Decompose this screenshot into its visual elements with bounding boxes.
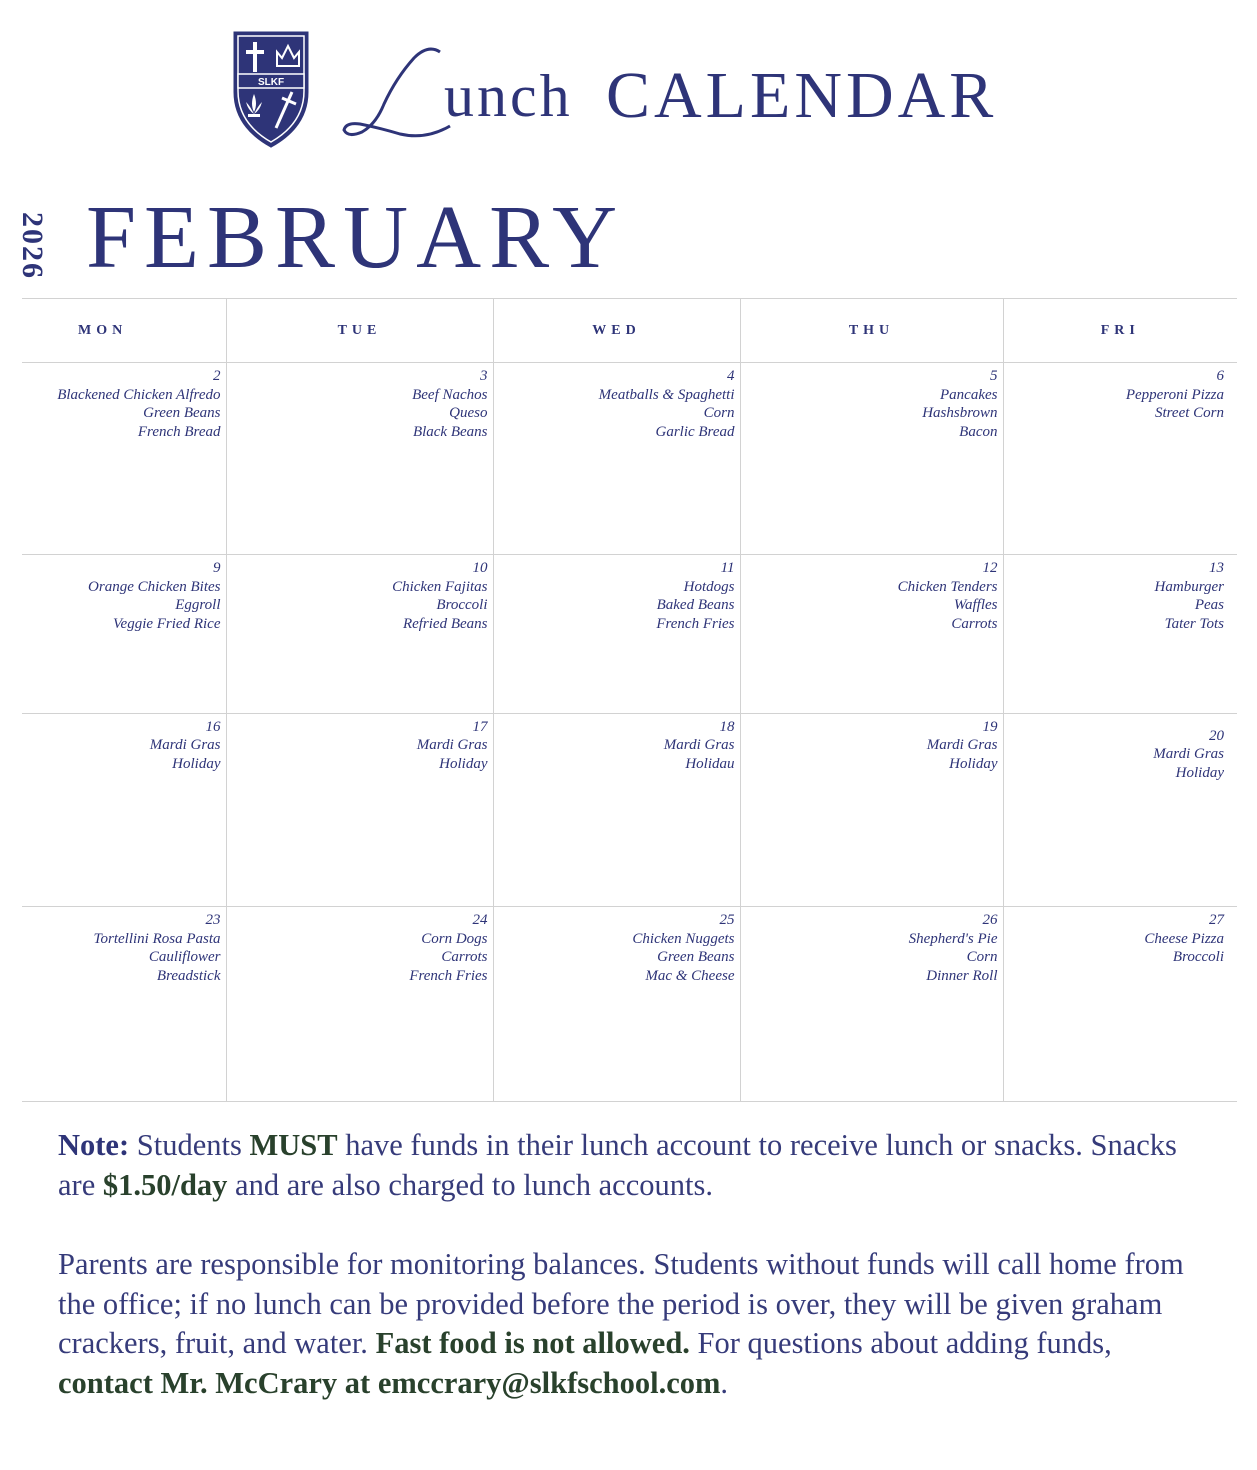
note-text: Parents are responsible for monitoring balances. Students without funds will call home from the office; if no lunch can be provided before the period is over, they will be given graham crackers, fruit, and water. xyxy=(58,1247,1184,1360)
menu-item: Mac & Cheese xyxy=(645,967,735,984)
day-number: 18 xyxy=(719,718,735,735)
day-number: 6 xyxy=(1216,368,1224,384)
year-label: 2026 xyxy=(16,212,49,280)
day-number: 11 xyxy=(720,560,735,577)
note-text: Students xyxy=(129,1128,250,1162)
day-number: 3 xyxy=(480,368,488,384)
menu-item: Queso xyxy=(449,405,488,421)
day-number: 17 xyxy=(472,718,488,735)
calendar-day-cell xyxy=(226,555,493,713)
menu-item: Pepperoni Pizza xyxy=(1125,386,1224,403)
menu-item: Eggroll xyxy=(175,597,221,614)
menu-item: Hamburger xyxy=(1154,578,1224,595)
calendar-day-cell xyxy=(1003,363,1237,555)
snack-price: $1.50/day xyxy=(102,1167,228,1202)
menu-item: Tortellini Rosa Pasta xyxy=(93,930,221,947)
day-number: 25 xyxy=(719,912,735,929)
calendar-day-cell xyxy=(493,555,740,713)
contact-email-link[interactable]: contact Mr. McCrary at emccrary@slkfschool.com xyxy=(58,1365,721,1400)
menu-item: Mardi Gras xyxy=(1153,746,1224,763)
calendar-day-cell xyxy=(22,363,226,555)
calendar-day-cell xyxy=(1003,907,1237,1101)
menu-item: Veggie Fried Rice xyxy=(113,615,221,632)
calendar-day-cell xyxy=(1003,713,1237,906)
note-text: have funds in their lunch account to receive lunch or snacks. Snacks are xyxy=(58,1128,1177,1202)
crest-text: SLKF xyxy=(257,77,285,88)
menu-item: Holiday xyxy=(949,755,998,772)
note-text: and are also charged to lunch accounts. xyxy=(227,1167,713,1202)
day-number: 4 xyxy=(727,368,735,384)
menu-item: Carrots xyxy=(441,949,488,966)
day-number: 2 xyxy=(213,368,221,384)
weekday-header: WED xyxy=(493,299,740,363)
menu-item: Cauliflower xyxy=(148,949,221,966)
menu-item: French Bread xyxy=(137,423,221,440)
note-text: . xyxy=(720,1365,729,1400)
menu-item: Shepherd's Pie xyxy=(908,930,998,947)
menu-item: Hashsbrown xyxy=(922,405,998,421)
title-initial: L xyxy=(340,44,341,45)
menu-item: Mardi Gras xyxy=(149,737,221,754)
calendar-day-cell xyxy=(740,363,1003,555)
day-number: 9 xyxy=(213,560,221,577)
title-lunch: unch xyxy=(444,63,573,129)
day-number: 10 xyxy=(472,560,488,577)
menu-item: Black Beans xyxy=(412,423,488,440)
calendar-day-cell xyxy=(226,713,493,906)
calendar-day-cell xyxy=(493,713,740,906)
menu-item: Carrots xyxy=(951,615,998,632)
menu-item: Peas xyxy=(1194,597,1224,614)
day-number: 16 xyxy=(205,718,221,735)
menu-item: Refried Beans xyxy=(402,615,488,632)
day-number: 19 xyxy=(982,718,998,735)
weekday-header: MON xyxy=(22,299,226,363)
menu-item: Holiday xyxy=(439,755,488,772)
weekday-header: THU xyxy=(740,299,1003,363)
menu-item: Corn xyxy=(966,949,998,966)
menu-item: Meatballs & Spaghetti xyxy=(598,386,735,403)
day-number: 13 xyxy=(1209,560,1224,577)
menu-item: Corn Dogs xyxy=(421,930,488,947)
day-number: 12 xyxy=(982,560,998,577)
menu-item: Holiday xyxy=(172,755,221,772)
calendar-day-cell xyxy=(1003,555,1237,713)
lunch-notes xyxy=(58,1126,1208,1403)
menu-item: Breadstick xyxy=(156,967,221,984)
menu-item: Dinner Roll xyxy=(926,967,998,984)
menu-item: Holiday xyxy=(1175,764,1224,781)
calendar-day-cell xyxy=(22,555,226,713)
menu-item: Orange Chicken Bites xyxy=(88,578,221,595)
calendar-day-cell xyxy=(226,907,493,1101)
title-script-letter xyxy=(340,44,460,144)
calendar-week-row xyxy=(22,363,1237,555)
day-number: 23 xyxy=(205,912,221,929)
menu-item: Cheese Pizza xyxy=(1144,930,1224,947)
calendar-day-cell xyxy=(22,713,226,906)
calendar-day-cell xyxy=(493,363,740,555)
weekday-header-row xyxy=(22,299,1237,363)
weekday-header: FRI xyxy=(1003,299,1237,363)
day-number: 27 xyxy=(1209,912,1224,929)
menu-item: Corn xyxy=(703,405,735,421)
menu-item: Hotdogs xyxy=(683,578,735,595)
calendar-day-cell xyxy=(740,555,1003,713)
menu-item: French Fries xyxy=(656,615,735,632)
menu-item: Bacon xyxy=(959,423,998,440)
day-number: 20 xyxy=(1209,727,1224,744)
menu-item: Beef Nachos xyxy=(412,386,488,403)
calendar-day-cell xyxy=(740,713,1003,906)
menu-item: Mardi Gras xyxy=(416,737,488,754)
menu-item: Green Beans xyxy=(657,949,735,966)
calendar-day-cell xyxy=(740,907,1003,1101)
menu-item: Chicken Nuggets xyxy=(632,930,735,947)
calendar-week-row xyxy=(22,555,1237,713)
header xyxy=(0,0,1257,160)
menu-item: Broccoli xyxy=(436,597,488,614)
menu-item: Holidau xyxy=(685,755,735,772)
menu-item: Street Corn xyxy=(1154,405,1224,421)
title-calendar: CALENDAR xyxy=(606,59,998,132)
note-label: Note: xyxy=(58,1128,130,1162)
weekday-header: TUE xyxy=(226,299,493,363)
lunch-calendar-grid xyxy=(22,298,1237,1102)
menu-item: Pancakes xyxy=(940,386,998,403)
note-text: For questions about adding funds, xyxy=(689,1326,1112,1360)
menu-item: Blackened Chicken Alfredo xyxy=(57,386,221,403)
menu-item: Baked Beans xyxy=(656,597,735,614)
school-crest-logo xyxy=(232,30,310,148)
menu-item: Tater Tots xyxy=(1164,615,1224,632)
menu-item: French Fries xyxy=(409,967,488,984)
day-number: 5 xyxy=(990,368,998,384)
menu-item: Chicken Tenders xyxy=(897,578,998,595)
calendar-day-cell xyxy=(493,907,740,1101)
fast-food-rule: Fast food is not allowed. xyxy=(375,1326,690,1360)
calendar-week-row xyxy=(22,907,1237,1101)
must-emphasis: MUST xyxy=(249,1128,338,1162)
menu-item: Mardi Gras xyxy=(926,737,998,754)
menu-item: Broccoli xyxy=(1172,949,1224,966)
menu-item: Garlic Bread xyxy=(655,423,735,440)
calendar-day-cell xyxy=(22,907,226,1101)
note-paragraph-funds xyxy=(58,1126,1208,1205)
menu-item: Chicken Fajitas xyxy=(392,578,488,595)
month-title: FEBRUARY xyxy=(86,188,626,287)
menu-item: Mardi Gras xyxy=(663,737,735,754)
menu-item: Waffles xyxy=(953,597,998,614)
day-number: 26 xyxy=(982,912,998,929)
day-number: 24 xyxy=(472,912,488,929)
note-paragraph-balances xyxy=(58,1245,1208,1403)
calendar-day-cell xyxy=(226,363,493,555)
menu-item: Green Beans xyxy=(143,405,221,421)
calendar-week-row xyxy=(22,713,1237,906)
